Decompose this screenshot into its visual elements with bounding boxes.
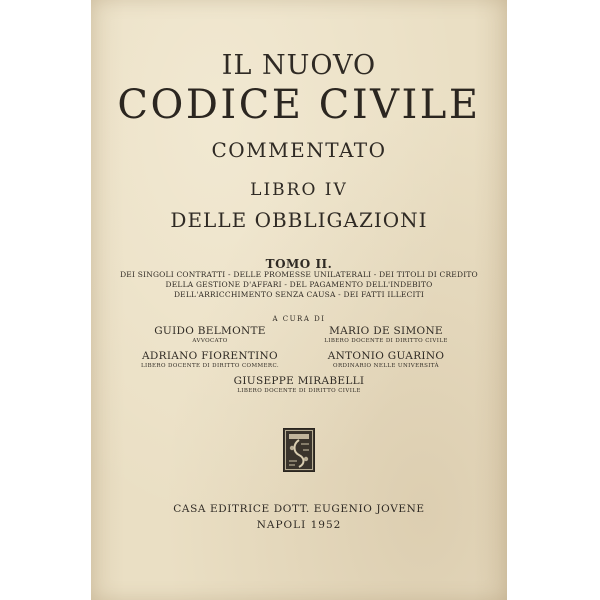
editor-role: AVVOCATO	[192, 338, 228, 344]
editors-heading: A CURA DI	[272, 315, 326, 323]
publisher-emblem-icon	[283, 428, 315, 472]
title-line-3: COMMENTATO	[211, 138, 387, 162]
book-subject: DELLE OBBLIGAZIONI	[170, 208, 428, 232]
book-volume: LIBRO IV	[250, 180, 348, 200]
title-main: CODICE CIVILE	[117, 82, 481, 128]
book-cover	[91, 0, 507, 600]
publisher-place-year: NAPOLI 1952	[256, 519, 342, 531]
editor-role: LIBERO DOCENTE DI DIRITTO CIVILE	[324, 338, 448, 344]
editor-role: LIBERO DOCENTE DI DIRITTO COMMERC.	[140, 363, 280, 369]
editor-entry	[229, 375, 369, 394]
tome-contents-line: DELLA GESTIONE D'AFFARI - DEL PAGAMENTO DELL'INDEBITO	[165, 280, 433, 289]
editor-name: GIUSEPPE MIRABELLI	[233, 375, 365, 387]
tome-contents-line: DELL'ARRICCHIMENTO SENZA CAUSA - DEI FATTI ILLECITI	[173, 290, 425, 299]
editor-entry	[311, 350, 461, 369]
editor-name: MARIO DE SIMONE	[329, 325, 443, 337]
editor-name: GUIDO BELMONTE	[154, 325, 266, 337]
editor-role: LIBERO DOCENTE DI DIRITTO CIVILE	[237, 388, 361, 394]
title-line-1: IL NUOVO	[221, 50, 377, 81]
editor-role: ORDINARIO NELLE UNIVERSITÀ	[333, 363, 439, 369]
editor-entry	[140, 350, 280, 369]
tome-contents-line: DEI SINGOLI CONTRATTI - DELLE PROMESSE UNILATERALI - DEI TITOLI DI CREDITO	[120, 270, 478, 279]
editor-entry	[140, 325, 280, 344]
publisher-name: CASA EDITRICE DOTT. EUGENIO JOVENE	[173, 503, 425, 515]
editor-name: ANTONIO GUARINO	[327, 350, 445, 362]
editor-entry	[311, 325, 461, 344]
tome-label: TOMO II.	[265, 257, 333, 271]
editor-name: ADRIANO FIORENTINO	[142, 350, 278, 362]
